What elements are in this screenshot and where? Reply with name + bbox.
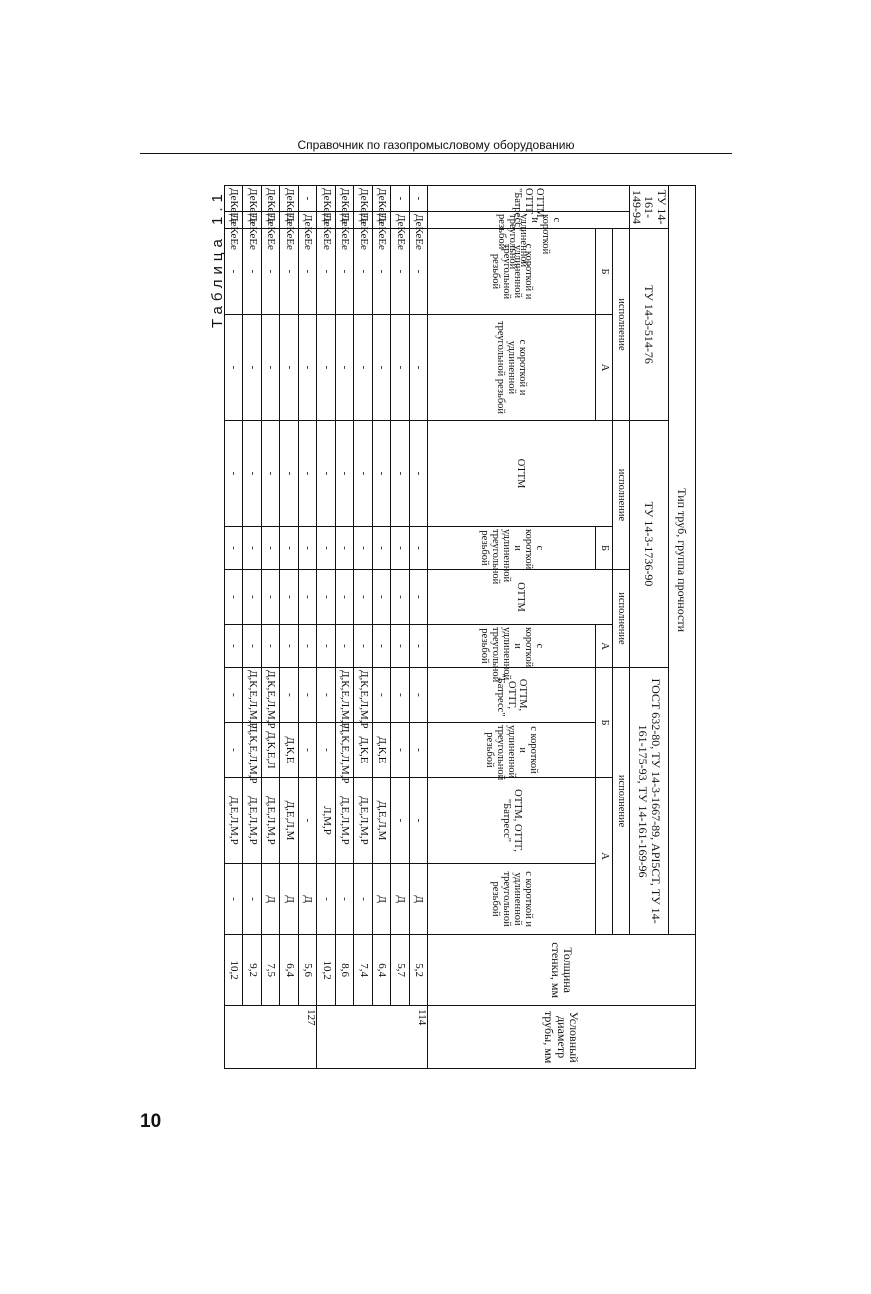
table-cell: - xyxy=(409,421,428,527)
table-cell: - xyxy=(280,315,299,421)
table-cell: - xyxy=(224,229,243,315)
table-cell: Д xyxy=(372,864,391,935)
table-cell: - xyxy=(335,570,354,625)
diameter-cell: 114 xyxy=(317,1006,428,1069)
table-cell: - xyxy=(280,668,299,723)
table-cell: - xyxy=(354,527,373,570)
table-cell: - xyxy=(298,668,317,723)
table-cell: ДеКеЕе xyxy=(409,212,428,229)
table-cell: Д,Е,Л,М,Р xyxy=(243,778,262,864)
wall-thickness-cell: 5,6 xyxy=(298,935,317,1006)
table-cell: Д,К,Е,Л,М,Р xyxy=(354,668,373,723)
table-cell: - xyxy=(243,527,262,570)
table-cell: ДеКеЕе xyxy=(335,212,354,229)
table-cell: - xyxy=(354,229,373,315)
table-cell: - xyxy=(409,570,428,625)
table-cell: - xyxy=(261,421,280,527)
table-cell: - xyxy=(298,527,317,570)
table-cell: ДеКеЕе xyxy=(261,186,280,212)
table-row xyxy=(391,186,410,1069)
table-cell: ДеКеЕе xyxy=(298,212,317,229)
table-cell: Д xyxy=(280,864,299,935)
table-cell: - xyxy=(372,668,391,723)
table-cell: - xyxy=(317,229,336,315)
table-row xyxy=(261,186,280,1069)
table-cell: - xyxy=(335,421,354,527)
table-cell: - xyxy=(280,229,299,315)
table-row xyxy=(243,186,262,1069)
variant-b-gost: Б xyxy=(596,668,613,778)
wall-thickness-cell: 9,2 xyxy=(243,935,262,1006)
table-cell: Д,Е,Л,М,Р xyxy=(224,778,243,864)
table-cell: Д,Е,Л,М,Р xyxy=(354,778,373,864)
table-cell: - xyxy=(354,570,373,625)
table-cell: - xyxy=(409,668,428,723)
table-row xyxy=(354,186,373,1069)
th-ottm-ottg-batress-gost-a: ОТТМ, ОТТГ, "Батресс" xyxy=(428,778,596,864)
wall-thickness-cell: 7,4 xyxy=(354,935,373,1006)
th-thread-gost-a: с короткой и удлиненной треугольной резьбой xyxy=(428,864,596,935)
wall-thickness-cell: 5,2 xyxy=(409,935,428,1006)
wall-thickness-cell: 10,2 xyxy=(317,935,336,1006)
table-cell: - xyxy=(354,625,373,668)
table-cell: ДеКеЕе xyxy=(372,212,391,229)
table-cell: - xyxy=(372,421,391,527)
table-cell: ДеКеЕе xyxy=(335,186,354,212)
table-cell: Л,М,Р xyxy=(317,778,336,864)
table-cell: - xyxy=(372,229,391,315)
table-cell: ДеКеЕе xyxy=(317,186,336,212)
table-cell: - xyxy=(409,229,428,315)
table-cell: - xyxy=(298,421,317,527)
table-cell: - xyxy=(335,315,354,421)
table-cell: - xyxy=(243,229,262,315)
table-cell: - xyxy=(372,315,391,421)
table-cell: - xyxy=(409,778,428,864)
table-cell: Д,К,Е,Л,М,Р xyxy=(335,723,354,778)
pipe-table xyxy=(224,185,696,1069)
ispolnenie-514: исполнение xyxy=(613,229,630,421)
table-cell: - xyxy=(224,668,243,723)
table-cell: - xyxy=(391,723,410,778)
table-cell: - xyxy=(391,668,410,723)
table-cell: - xyxy=(391,315,410,421)
table-cell: - xyxy=(243,315,262,421)
th-thread-514-a: с короткой и удлиненной треугольной резьбой xyxy=(428,315,596,421)
table-cell: - xyxy=(317,723,336,778)
table-cell: Д xyxy=(391,864,410,935)
table-cell: - xyxy=(372,625,391,668)
table-cell: - xyxy=(354,315,373,421)
th-thread-1736-a: с короткой и удлиненной треугольной резьбой xyxy=(428,625,596,668)
table-cell: - xyxy=(298,778,317,864)
table-cell: ДеКеЕе xyxy=(224,212,243,229)
table-cell: ДеКеЕе xyxy=(261,212,280,229)
table-cell: - xyxy=(409,723,428,778)
table-cell: - xyxy=(298,229,317,315)
table-cell: - xyxy=(280,421,299,527)
table-cell: - xyxy=(335,864,354,935)
table-cell: ДеКеЕе xyxy=(391,212,410,229)
table-cell: - xyxy=(372,570,391,625)
table-cell: - xyxy=(261,625,280,668)
table-cell: - xyxy=(261,570,280,625)
th-thread-149: с короткой и удлиненной треугольной резьбой xyxy=(428,212,630,229)
table-cell: - xyxy=(391,229,410,315)
std-514-header: ТУ 14-3-514-76 xyxy=(630,229,669,421)
table-cell: - xyxy=(335,229,354,315)
table-cell: Д,К,Е xyxy=(354,723,373,778)
table-cell: Д,К,Е,Л,М,Р xyxy=(261,668,280,723)
table-caption: Таблица 1.1 xyxy=(209,189,226,328)
variant-a-1736: А xyxy=(596,625,613,668)
table-cell: ДеКеЕе xyxy=(224,186,243,212)
table-cell: - xyxy=(391,421,410,527)
table-cell: - xyxy=(335,625,354,668)
ispolnenie-1736-b: исполнение xyxy=(613,421,630,570)
table-cell: - xyxy=(298,570,317,625)
type-group-header: Тип труб, группа прочности xyxy=(669,186,696,935)
table-cell: ДеКеЕе xyxy=(354,212,373,229)
ispolnenie-1736-a: исполнение xyxy=(613,570,630,668)
table-cell: - xyxy=(335,527,354,570)
table-cell: ДеКеЕе xyxy=(243,186,262,212)
table-cell: Д xyxy=(298,864,317,935)
wall-thickness-cell: 10,2 xyxy=(224,935,243,1006)
table-cell: - xyxy=(280,527,299,570)
table-cell: Д,К,Е xyxy=(372,723,391,778)
th-ottm-ottg-batress-149: ОТТМ, ОТТГ, "Батресс" xyxy=(428,186,630,212)
diameter-header: Условный диаметр трубы, мм xyxy=(428,1006,696,1069)
header-rule xyxy=(140,153,732,154)
table-cell: - xyxy=(261,315,280,421)
table-cell: - xyxy=(298,186,317,212)
wall-thickness-cell: 5,7 xyxy=(391,935,410,1006)
table-cell: - xyxy=(224,527,243,570)
table-cell: - xyxy=(409,527,428,570)
table-cell: - xyxy=(317,570,336,625)
running-head: Справочник по газопромысловому оборудованию xyxy=(297,138,575,152)
table-cell: ДеКеЕе xyxy=(372,186,391,212)
table-cell: Д,К,Е,Л xyxy=(261,723,280,778)
table-cell: ДеКеЕе xyxy=(280,212,299,229)
table-cell: - xyxy=(298,723,317,778)
table-row xyxy=(298,186,317,1069)
table-cell: - xyxy=(372,527,391,570)
table-cell: - xyxy=(391,570,410,625)
table-cell: - xyxy=(317,421,336,527)
wall-thickness-cell: 6,4 xyxy=(372,935,391,1006)
table-cell: Д,К,Е xyxy=(280,723,299,778)
rotated-table-frame xyxy=(228,185,696,1068)
table-cell: - xyxy=(391,625,410,668)
table-cell: - xyxy=(409,186,428,212)
variant-a-514: А xyxy=(596,315,613,421)
wall-header: Толщина стенки, мм xyxy=(428,935,696,1006)
std-1736-header: ТУ 14-3-1736-90 xyxy=(630,421,669,668)
table-cell: - xyxy=(317,527,336,570)
table-cell: Д,Е,Л,М,Р xyxy=(335,778,354,864)
table-cell: - xyxy=(317,625,336,668)
table-row xyxy=(335,186,354,1069)
table-cell: - xyxy=(409,625,428,668)
table-cell: - xyxy=(298,625,317,668)
th-thread-gost-b: с короткой и удлиненной треугольной резьбой xyxy=(428,723,596,778)
std-149-header: ТУ 14-161-149-94 xyxy=(630,186,669,229)
table-cell: - xyxy=(354,864,373,935)
table-cell: - xyxy=(243,864,262,935)
th-ottm-1736-b: ОТТМ xyxy=(428,421,613,527)
table-cell: - xyxy=(261,229,280,315)
ispolnenie-gost: исполнение xyxy=(613,668,630,935)
wall-thickness-cell: 6,4 xyxy=(280,935,299,1006)
table-cell: Д,К,Е,Л,М,Р xyxy=(243,668,262,723)
variant-b-1736: Б xyxy=(596,527,613,570)
table-cell: Д,К,Е,Л,М,Р xyxy=(335,668,354,723)
th-thread-1736-b: с короткой и удлиненной треугольной резьбой xyxy=(428,527,596,570)
page-number: 10 xyxy=(140,1111,162,1132)
table-cell: - xyxy=(261,527,280,570)
table-cell: Д,Е,Л,М xyxy=(372,778,391,864)
table-row xyxy=(372,186,391,1069)
table-cell: Д xyxy=(409,864,428,935)
table-cell: - xyxy=(224,315,243,421)
table-row xyxy=(409,186,428,1069)
table-cell: ДеКеЕе xyxy=(354,186,373,212)
diameter-cell: 127 xyxy=(224,1006,317,1069)
table-cell: - xyxy=(280,570,299,625)
table-cell: - xyxy=(243,625,262,668)
table-cell: - xyxy=(243,421,262,527)
wall-thickness-cell: 7,5 xyxy=(261,935,280,1006)
table-cell: ДеКеЕе xyxy=(243,212,262,229)
table-cell: - xyxy=(391,778,410,864)
table-cell: - xyxy=(224,570,243,625)
table-cell: Д,К,Е,Л,М,Р xyxy=(243,723,262,778)
table-cell: - xyxy=(243,570,262,625)
std-gost-header: ГОСТ 632-80, ТУ 14-3-1667-89, API5CT, ТУ 14-161-175-93, ТУ 14-161-169-96 xyxy=(630,668,669,935)
table-cell: - xyxy=(317,864,336,935)
variant-b-514: Б xyxy=(596,229,613,315)
table-cell: Д xyxy=(261,864,280,935)
table-row xyxy=(224,186,243,1069)
th-ottm-1736-a: ОТТМ xyxy=(428,570,613,625)
table-cell: - xyxy=(224,625,243,668)
table-cell: - xyxy=(298,315,317,421)
table-cell: - xyxy=(409,315,428,421)
table-cell: - xyxy=(354,421,373,527)
th-thread-514-b: с короткой и удлиненной треугольной резьбой xyxy=(428,229,596,315)
th-ottm-ottg-batress-gost-b: ОТТМ, ОТТГ, "Батресс" xyxy=(428,668,596,723)
wall-thickness-cell: 8,6 xyxy=(335,935,354,1006)
table-cell: - xyxy=(391,527,410,570)
table-cell: - xyxy=(224,723,243,778)
table-cell: - xyxy=(391,186,410,212)
table-cell: Д,Е,Л,М xyxy=(280,778,299,864)
table-cell: ДеКеЕе xyxy=(280,186,299,212)
table-cell: - xyxy=(317,315,336,421)
variant-a-gost: А xyxy=(596,778,613,935)
table-body xyxy=(224,186,428,1069)
table-cell: Д,Е,Л,М,Р xyxy=(261,778,280,864)
table-cell: - xyxy=(280,625,299,668)
table-cell: - xyxy=(317,668,336,723)
table-row xyxy=(317,186,336,1069)
table-cell: - xyxy=(224,864,243,935)
table-row xyxy=(280,186,299,1069)
table-cell: ДеКеЕе xyxy=(317,212,336,229)
table-cell: - xyxy=(224,421,243,527)
